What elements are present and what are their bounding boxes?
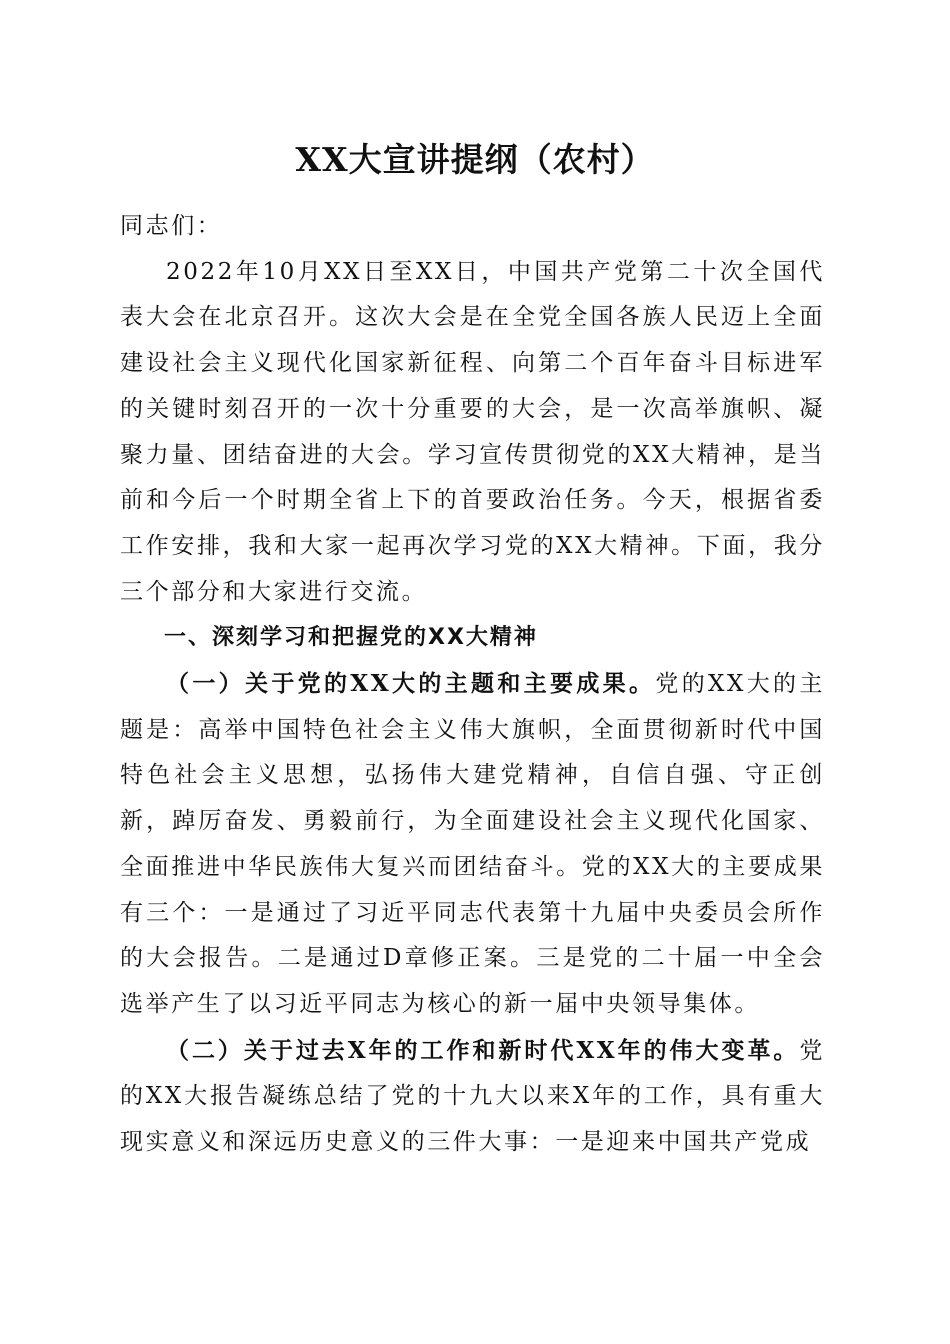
- subsection-1-heading: （一）关于党的XX大的主题和主要成果。: [166, 670, 656, 698]
- subsection-1-text: 党的XX大的主题是：高举中国特色社会主义伟大旗帜，全面贯彻新时代中国特色社会主义思想，弘扬伟大建党精神，自信自强、守正创新，踔厉奋发、勇毅前行，为全面建设社会主义现代化国家、全面推进中华民族伟大复兴而团结奋斗。党的XX大的主要成果有三个：一是通过了习近平同志代表第十九届中央委员会所作的大会报告。二是通过D章修正案。三是党的二十届一中全会选举产生了以习近平同志为核心的新一届中央领导集体。: [120, 671, 825, 1017]
- salutation: 同志们：: [120, 213, 223, 239]
- subsection-2-heading: （二）关于过去X年的工作和新时代XX年的伟大变革。: [166, 1036, 800, 1064]
- document-body: [120, 204, 825, 1166]
- intro-paragraph: 2022年10月XX日至XX日，中国共产党第二十次全国代表大会在北京召开。这次大会是在全党全国各族人民迈上全面建设社会主义现代化国家新征程、向第二个百年奋斗目标进军的关键时刻召开的一次十分重要的大会，是一次高举旗帜、凝聚力量、团结奋进的大会。学习宣传贯彻党的XX大精神，是当前和今后一个时期全省上下的首要政治任务。今天，根据省委工作安排，我和大家一起再次学习党的XX大精神。下面，我分三个部分和大家进行交流。: [120, 258, 825, 605]
- subsection-1-paragraph: [120, 661, 825, 1028]
- subsection-2-paragraph: [120, 1028, 825, 1166]
- section-1-heading: 一、深刻学习和把握党的XX大精神: [164, 625, 538, 651]
- document-title: XX大宣讲提纲（农村）: [295, 140, 655, 179]
- subsection-2-text: 党的XX大报告凝练总结了党的十九大以来X年的工作，具有重大现实意义和深远历史意义的三件大事：一是迎来中国共产党成: [120, 1037, 825, 1156]
